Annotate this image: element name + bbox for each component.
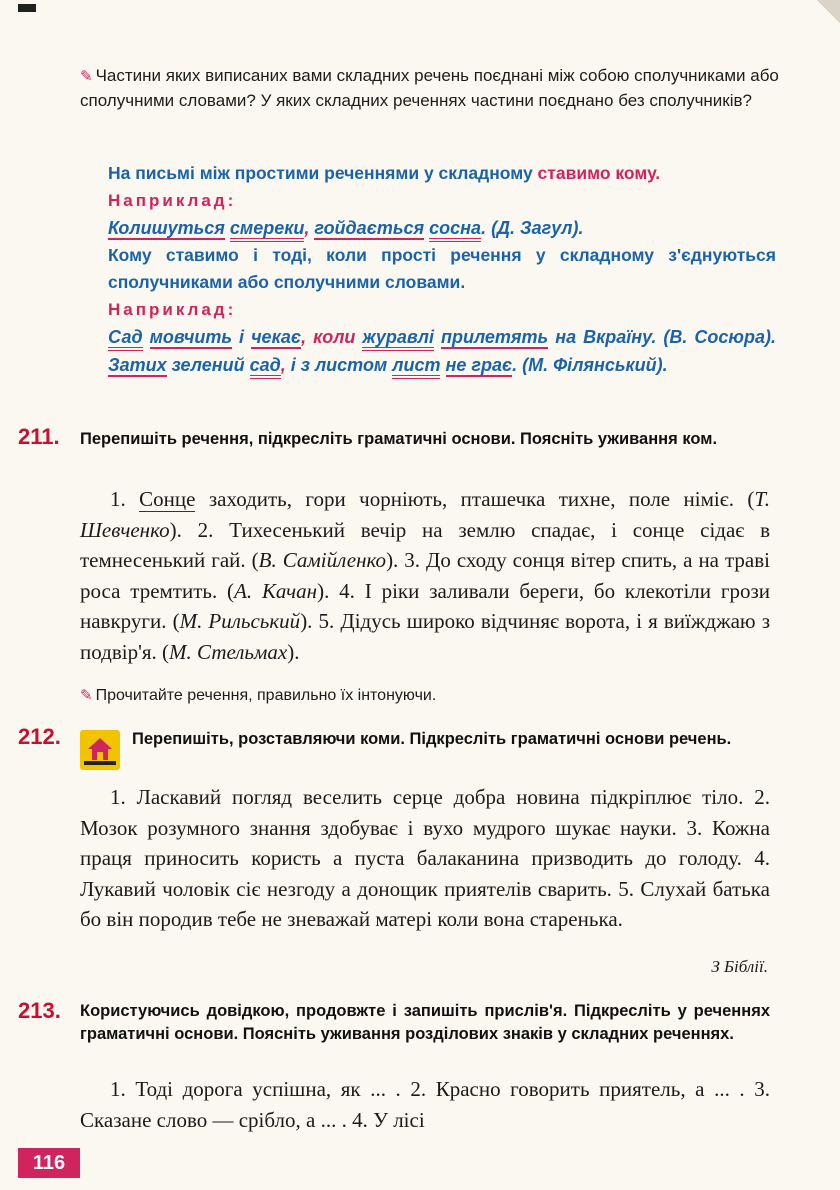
exercise-211-task: Перепишіть речення, підкресліть граматичні основи. Поясніть уживання ком. [80, 430, 718, 448]
page-number: 116 [18, 1148, 80, 1178]
print-mark [18, 4, 36, 12]
rule-block [108, 160, 776, 379]
example-1: Колишуться смереки, гойдається сосна. (Д. Загул). [108, 214, 776, 242]
exercise-213-task: Користуючись довідкою, продовжте і запишіть прислів'я. Підкресліть у реченнях граматичні основи. Поясніть уживання розділових знаків у складних реченнях. [80, 1002, 770, 1043]
exercise-212-source: З Біблії. [711, 957, 768, 976]
pencil-icon: ✎ [80, 68, 93, 85]
exercise-212-text: 1. Ласкавий погляд веселить серце добра новина підкріплює тіло. 2. Мозок розумного знання здобуває і вухо мудрого шукає науки. 3. Кожна праця приносить користь а пуста балаканина призводить до голоду. 4. Лукавий чоловік сіє незгоду а донощик приятелів сварить. 5. Слухай батька бо він породив тебе не зневажай матері коли вона старенька. [80, 785, 770, 931]
example-2: Сад мовчить і чекає, коли журавлі прилетять на Вкраїну. (В. Сосюра). Затих зелений сад, і з листом лист не грає. (М. Філянський). [108, 323, 776, 379]
exercise-212-task: Перепишіть, розставляючи коми. Підкресліть граматичні основи речень. [132, 730, 732, 748]
rule-1: На письмі між простими реченнями у складному ставимо кому. [108, 163, 661, 183]
example-label-2: Наприклад: [108, 300, 237, 319]
exercise-213-text: 1. Тоді дорога успішна, як ... . 2. Красно говорить приятель, а ... . 3. Сказане слово — срібло, а ... . 4. У лісі [80, 1077, 770, 1132]
exercise-211-text: 1. Сонце заходить, гори чорніють, пташечка тихне, поле німіє. (Т. Шевченко). 2. Тихесенький вечір на землю спадає, і сонце сідає в темнесенький гай. (В. Самійленко). 3. До сходу сонця вітер спить, а на траві роса тремтить. (А. Качан). 4. І ріки заливали береги, бо клекотіли грози навкруги. (М. Рильський). 5. Дідусь широко відчиняє ворота, і я виїжджаю з подвір'я. (М. Стельмах). [80, 487, 771, 664]
pencil-icon: ✎ [80, 687, 93, 704]
page-corner [812, 0, 840, 30]
exercise-211-number: 211. [18, 424, 60, 449]
exercise-211-hint: ✎ Прочитайте речення, правильно їх інтонуючи. [80, 687, 437, 704]
example-label-1: Наприклад: [108, 191, 237, 210]
rule-1-highlight: ставимо кому. [537, 163, 661, 183]
exercise-213-number: 213. [18, 998, 61, 1023]
rule-2: Кому ставимо і тоді, коли прості речення у складному з'єднуються сполучниками або сполучними словами. [108, 245, 776, 292]
exercise-212-number: 212. [18, 724, 61, 749]
house-icon [80, 730, 120, 770]
question-hint [80, 64, 780, 113]
question-hint-text: Частини яких виписаних вами складних речень поєднані між собою сполучниками або сполучними словами? У яких складних реченнях частини поєднано без сполучників? [80, 66, 779, 110]
